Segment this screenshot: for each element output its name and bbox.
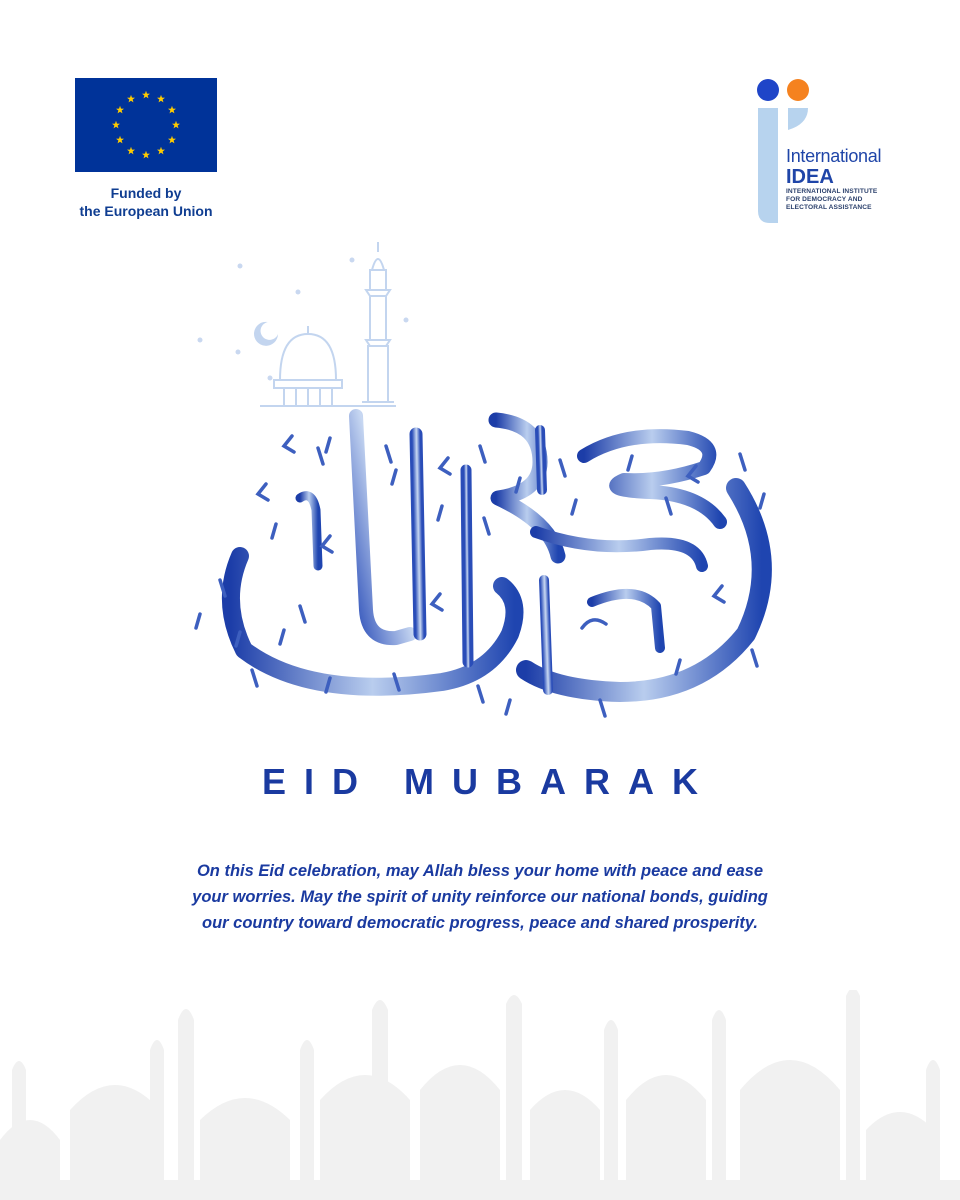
- idea-sub-line3: ELECTORAL ASSISTANCE: [786, 204, 872, 211]
- greeting-message-line2: your worries. May the spirit of unity reinforce our national bonds, guiding: [192, 888, 768, 906]
- idea-acronym: IDEA: [786, 166, 834, 188]
- international-idea-logo: [756, 78, 906, 223]
- greeting-message-line3: our country toward democratic progress, peace and shared prosperity.: [202, 914, 758, 932]
- mosque-skyline-icon: [0, 990, 960, 1200]
- eid-mubarak-calligraphy-icon: [180, 230, 780, 730]
- greeting-message: [150, 858, 810, 936]
- idea-wordmark: [786, 146, 906, 212]
- eu-caption: [60, 184, 232, 220]
- eu-flag-icon: [75, 78, 217, 172]
- idea-sub-line1: INTERNATIONAL INSTITUTE: [786, 188, 878, 195]
- eu-caption-line1: Funded by: [110, 185, 182, 201]
- greeting-message-line1: On this Eid celebration, may Allah bless your home with peace and ease: [196, 862, 764, 880]
- eu-funding-logo: [60, 78, 232, 220]
- mosque-outline-icon: [254, 242, 396, 406]
- idea-name: International: [786, 146, 882, 166]
- idea-sub-line2: FOR DEMOCRACY AND: [786, 196, 863, 203]
- idea-full-name: [786, 188, 906, 212]
- eu-caption-line2: the European Union: [79, 203, 213, 219]
- eid-mubarak-headline: EID MUBARAK: [262, 761, 716, 802]
